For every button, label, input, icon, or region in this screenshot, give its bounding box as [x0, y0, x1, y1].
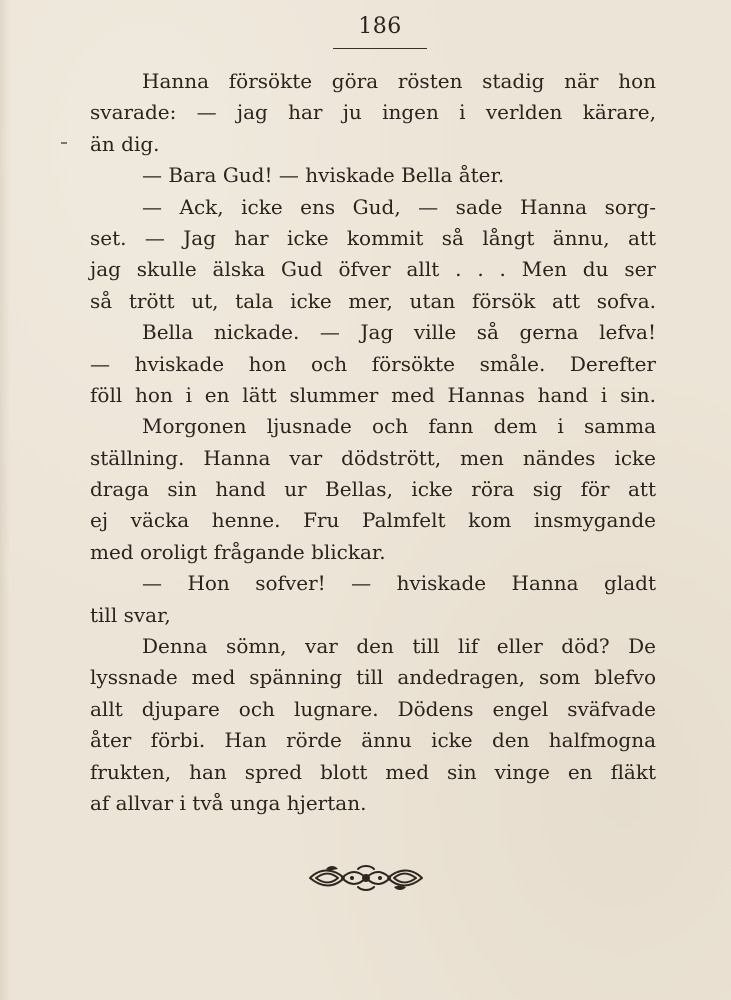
text-line: draga sin hand ur Bellas, icke röra sig för att [90, 477, 656, 502]
text-line: med oroligt frågande blickar. [90, 539, 386, 564]
text-line: set. — Jag har icke kommit så långt ännu, att [90, 225, 656, 250]
text-line: Denna sömn, var den till lif eller död? De [142, 634, 656, 659]
text-line: Morgonen ljusnade och fann dem i samma [142, 414, 656, 439]
text-line: så trött ut, tala icke mer, utan försök att sofva. [90, 288, 656, 313]
text-line: lyssnade med spänning till andedragen, som blefvo [90, 665, 656, 690]
ornament-vine-icon [300, 858, 432, 898]
text-line: svarade: — jag har ju ingen i verlden kärare, [90, 100, 656, 125]
text-line: — Hon sofver! — hviskade Hanna gladt [142, 571, 656, 596]
text-line: allt djupare och lugnare. Dödens engel sväfvade [90, 696, 656, 721]
text-line: Bella nickade. — Jag ville så gerna lefva! [142, 320, 656, 345]
text-line: — hviskade hon och försökte småle. Derefter [90, 351, 656, 376]
body-text [90, 66, 656, 819]
header-rule [333, 48, 427, 49]
text-line: af allvar i två unga hjertan. [90, 790, 367, 815]
text-line: Hanna försökte göra rösten stadig när hon [142, 69, 656, 93]
text-line: ej väcka henne. Fru Palmfelt kom insmygande [90, 508, 656, 533]
end-ornament [300, 858, 432, 898]
text-line: — Ack, icke ens Gud, — sade Hanna sorg- [142, 194, 656, 219]
text-line: ställning. Hanna var dödstrött, men nändes icke [90, 445, 656, 470]
margin-mark [61, 142, 67, 144]
text-line: — Bara Gud! — hviskade Bella åter. [142, 163, 505, 188]
text-line: åter förbi. Han rörde ännu icke den halfmogna [90, 728, 656, 753]
page-edge-stain [0, 0, 10, 1000]
text-line: jag skulle älska Gud öfver allt . . . Men du ser [90, 257, 656, 282]
text-line: än dig. [90, 131, 160, 156]
text-line: till svar, [90, 602, 171, 627]
text-line: föll hon i en lätt slummer med Hannas hand i sin. [90, 382, 656, 407]
page-number: 186 [358, 14, 402, 39]
text-line: frukten, han spred blott med sin vinge en fläkt [90, 759, 656, 784]
